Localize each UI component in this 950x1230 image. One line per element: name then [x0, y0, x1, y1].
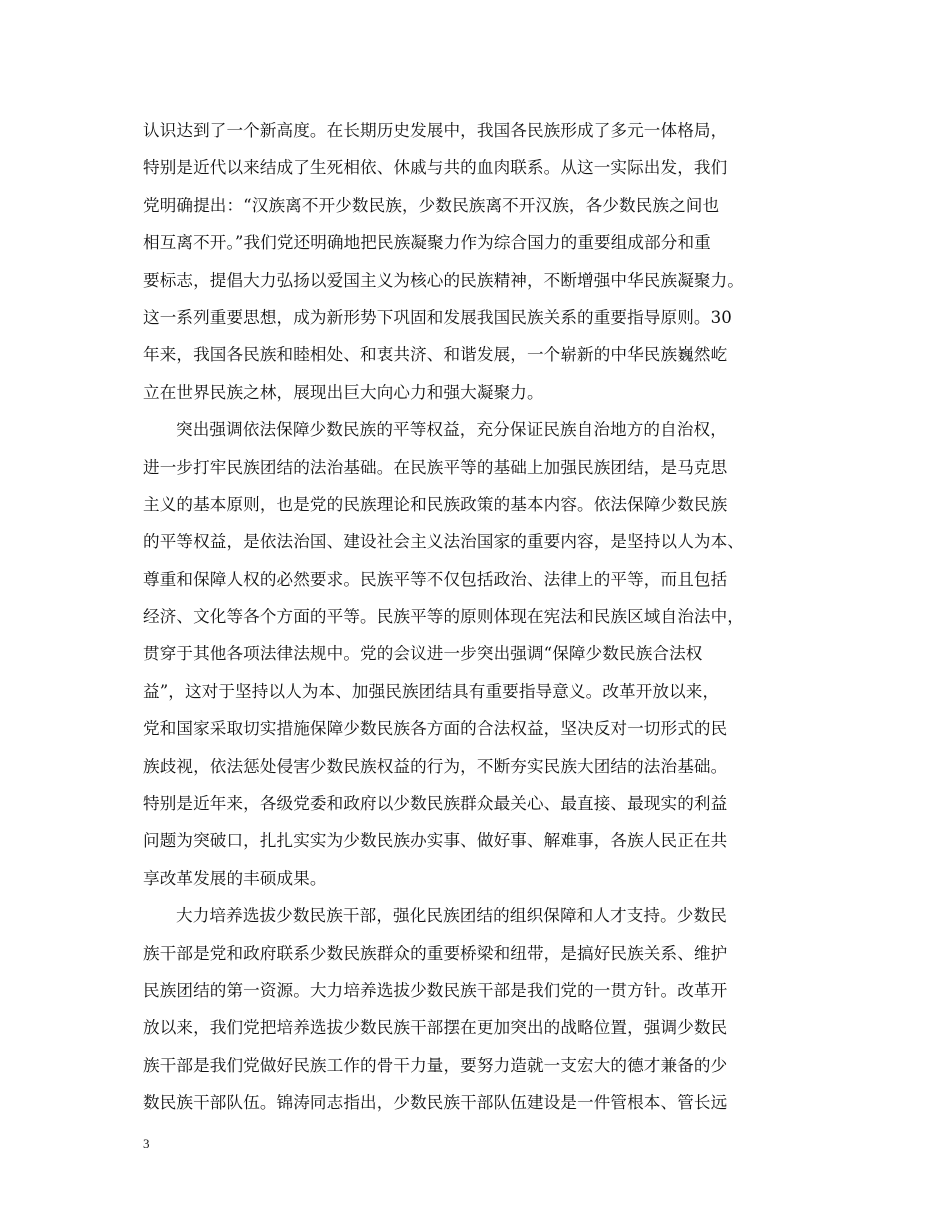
text-line: 族干部是党和政府联系少数民族群众的重要桥梁和纽带，是搞好民族关系、维护	[143, 943, 728, 963]
text-line: 要标志，提倡大力弘扬以爱国主义为核心的民族精神，不断增强中华民族凝聚力。	[143, 270, 744, 290]
text-line: 放以来，我们党把培养选拔少数民族干部摆在更加突出的战略位置，强调少数民	[143, 1018, 728, 1038]
text-line: 认识达到了一个新高度。在长期历史发展中，我国各民族形成了多元一体格局，	[143, 121, 728, 140]
text-line: 经济、文化等各个方面的平等。民族平等的原则体现在宪法和民族区域自治法中，	[143, 607, 744, 627]
text-line: 族干部是我们党做好民族工作的骨干力量，要努力造就一支宏大的德才兼备的少	[143, 1055, 728, 1075]
text-line: 相互离不开。”我们党还明确地把民族凝聚力作为综合国力的重要组成部分和重	[143, 233, 711, 253]
document-body	[143, 112, 808, 1122]
text-line: 的平等权益，是依法治国、建设社会主义法治国家的重要内容，是坚持以人为本、	[143, 532, 744, 552]
page-number: 3	[143, 1136, 150, 1151]
text-line: 族歧视，依法惩处侵害少数民族权益的行为，不断夯实民族大团结的法治基础。	[143, 756, 728, 776]
text-line: 享改革发展的丰硕成果。	[143, 868, 327, 888]
paragraph-start-line: 突出强调依法保障少数民族的平等权益，充分保证民族自治地方的自治权，	[176, 420, 727, 440]
text-line: 年来，我国各民族和睦相处、和衷共济、和谐发展，一个崭新的中华民族巍然屹	[143, 345, 728, 365]
text-line: 进一步打牢民族团结的法治基础。在民族平等的基础上加强民族团结，是马克思	[143, 457, 728, 477]
text-line: 特别是近年来，各级党委和政府以少数民族群众最关心、最直接、最现实的利益	[143, 794, 728, 814]
text-line: 立在世界民族之林，展现出巨大向心力和强大凝聚力。	[143, 382, 544, 402]
text-line: 这一系列重要思想，成为新形势下巩固和发展我国民族关系的重要指导原则。30	[143, 307, 732, 327]
text-line: 益”，这对于坚持以人为本、加强民族团结具有重要指导意义。改革开放以来，	[143, 681, 720, 701]
text-line: 尊重和保障人权的必然要求。民族平等不仅包括政治、法律上的平等，而且包括	[143, 569, 728, 589]
text-line: 主义的基本原则，也是党的民族理论和民族政策的基本内容。依法保障少数民族	[143, 494, 728, 514]
text-line: 数民族干部队伍。锦涛同志指出，少数民族干部队伍建设是一件管根本、管长远	[143, 1093, 728, 1113]
text-line: 问题为突破口，扎扎实实为少数民族办实事、做好事、解难事，各族人民正在共	[143, 831, 728, 851]
text-line: 党和国家采取切实措施保障少数民族各方面的合法权益，坚决反对一切形式的民	[143, 719, 728, 739]
text-line: 民族团结的第一资源。大力培养选拔少数民族干部是我们党的一贯方针。改革开	[143, 980, 728, 1000]
text-line: 贯穿于其他各项法律法规中。党的会议进一步突出强调“保障少数民族合法权	[143, 644, 703, 664]
text-line: 特别是近代以来结成了生死相依、休戚与共的血肉联系。从这一实际出发，我们	[143, 158, 728, 178]
paragraph-start-line: 大力培养选拔少数民族干部，强化民族团结的组织保障和人才支持。少数民	[176, 906, 727, 926]
text-line: 党明确提出：“汉族离不开少数民族，少数民族离不开汉族，各少数民族之间也	[143, 195, 720, 215]
